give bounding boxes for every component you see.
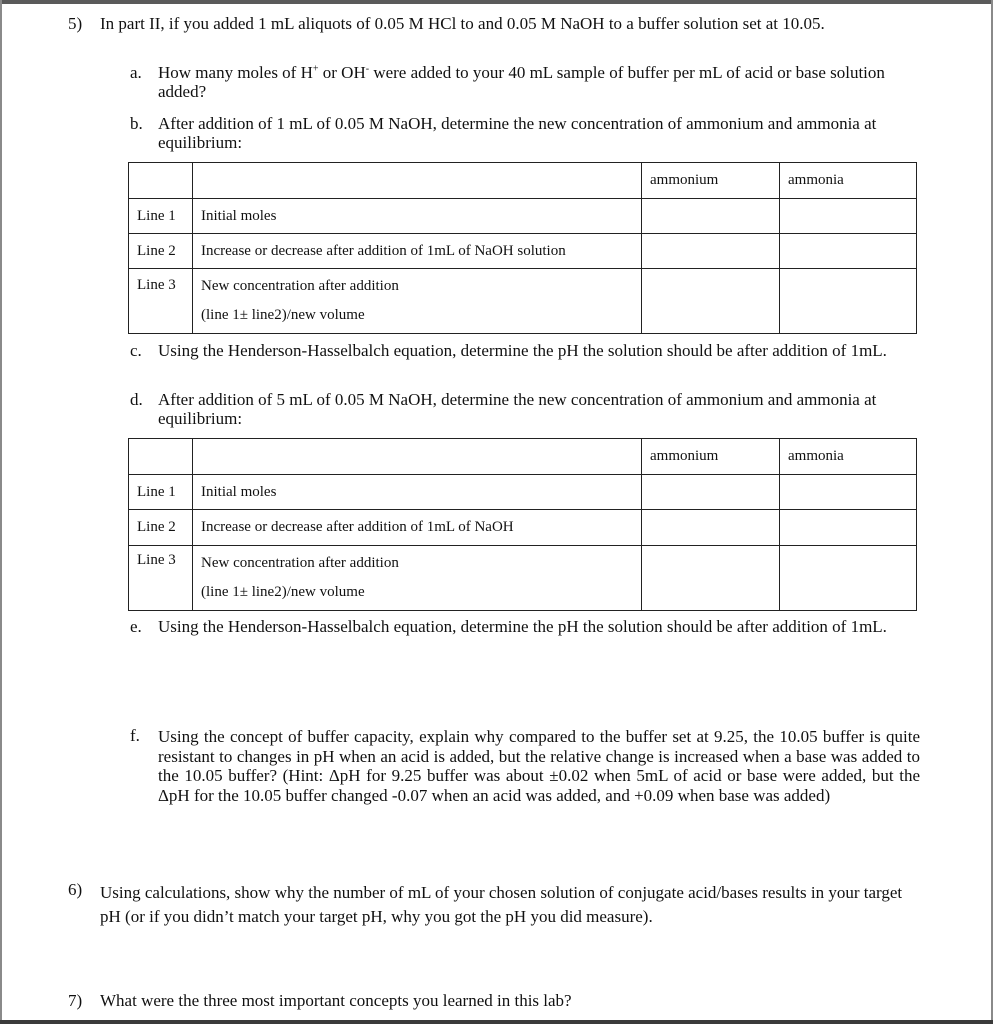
ammonia-input-cell[interactable] <box>780 199 917 234</box>
question-7-number: 7) <box>68 991 83 1010</box>
ammonium-input-cell[interactable] <box>642 234 780 269</box>
question-7-text: What were the three most important concepts you learned in this lab? <box>100 991 572 1010</box>
line-label: Line 3 <box>129 269 193 334</box>
line-description-formula: (line 1± line2)/new volume <box>201 584 365 600</box>
part-e-text: Using the Henderson-Hasselbalch equation, determine the pH the solution should be after addition of 1mL. <box>158 617 887 636</box>
superscript-minus: - <box>365 63 370 75</box>
part-d-text: After addition of 5 mL of 0.05 M NaOH, determine the new concentration of ammonium and ammonia at equilibrium: <box>158 390 877 428</box>
line-label: Line 2 <box>129 234 193 269</box>
ammonium-input-cell[interactable] <box>642 510 780 546</box>
part-b-text: After addition of 1 mL of 0.05 M NaOH, determine the new concentration of ammonium and ammonia at equilibrium: <box>158 114 877 152</box>
question-5-text: In part II, if you added 1 mL aliquots of 0.05 M HCl to and 0.05 M NaOH to a buffer solution set at 10.05. <box>100 14 825 33</box>
line-description: Increase or decrease after addition of 1mL of NaOH solution <box>193 234 642 269</box>
part-f-label: f. <box>130 726 140 745</box>
ammonia-input-cell[interactable] <box>780 475 917 510</box>
ammonium-input-cell[interactable] <box>642 475 780 510</box>
question-5-number: 5) <box>68 14 83 33</box>
table-row <box>129 475 917 510</box>
line-description <box>193 269 642 334</box>
superscript-plus: + <box>312 63 319 75</box>
table-2 <box>128 438 917 611</box>
table-row <box>129 546 917 611</box>
table-row <box>129 199 917 234</box>
table-row <box>129 510 917 546</box>
part-f-text: Using the concept of buffer capacity, explain why compared to the buffer set at 9.25, the 10.05 buffer is quite resistant to changes in pH when an acid is added, but the relative change is increased when a base was added to the 10.05 buffer? (Hint: ΔpH for 9.25 buffer was about ±0.02 when 5mL of acid or base were added, but the ΔpH for the 10.05 buffer changed -0.07 when an acid was added, and +0.09 when base was added) <box>158 727 920 805</box>
part-e-label: e. <box>130 617 142 636</box>
ammonia-input-cell[interactable] <box>780 510 917 546</box>
line-label: Line 2 <box>129 510 193 546</box>
header-ammonia: ammonia <box>780 163 917 199</box>
part-b-label: b. <box>130 114 143 133</box>
header-ammonia: ammonia <box>780 439 917 475</box>
line-description-formula: (line 1± line2)/new volume <box>201 307 365 323</box>
ammonia-input-cell[interactable] <box>780 546 917 611</box>
header-ammonium: ammonium <box>642 439 780 475</box>
header-cell-empty <box>129 163 193 199</box>
line-label: Line 1 <box>129 475 193 510</box>
part-a-text <box>158 64 898 101</box>
ammonia-input-cell[interactable] <box>780 234 917 269</box>
table-header-row <box>129 163 917 199</box>
part-c-text: Using the Henderson-Hasselbalch equation, determine the pH the solution should be after addition of 1mL. <box>158 341 887 360</box>
header-ammonium: ammonium <box>642 163 780 199</box>
part-a-text-1: How many moles of H <box>158 63 313 82</box>
window-bottom-border <box>0 1020 993 1024</box>
header-cell-empty <box>193 439 642 475</box>
question-6-number: 6) <box>68 880 83 899</box>
table-row <box>129 269 917 334</box>
part-d-label: d. <box>130 390 143 409</box>
line-label: Line 1 <box>129 199 193 234</box>
line-description-main: New concentration after addition <box>201 278 399 294</box>
line-description <box>193 546 642 611</box>
part-a-text-2: or OH <box>318 63 366 82</box>
table-row <box>129 234 917 269</box>
part-a-text-3: were added to your 40 mL sample of buffer per mL of acid or base solution added? <box>158 63 885 101</box>
line-description-main: New concentration after addition <box>201 555 399 571</box>
window-left-border <box>0 0 2 1024</box>
table-1 <box>128 162 917 334</box>
line-label: Line 3 <box>129 546 193 611</box>
header-cell-empty <box>129 439 193 475</box>
ammonium-input-cell[interactable] <box>642 269 780 334</box>
line-description: Initial moles <box>193 475 642 510</box>
part-a-label: a. <box>130 63 142 82</box>
question-6-text: Using calculations, show why the number of mL of your chosen solution of conjugate acid/bases results in your target pH (or if you didn’t match your target pH, why you got the pH you did measure). <box>100 883 903 926</box>
part-c-label: c. <box>130 341 142 360</box>
line-description: Initial moles <box>193 199 642 234</box>
table-header-row <box>129 439 917 475</box>
ammonia-input-cell[interactable] <box>780 269 917 334</box>
line-description: Increase or decrease after addition of 1mL of NaOH <box>193 510 642 546</box>
header-cell-empty <box>193 163 642 199</box>
ammonium-input-cell[interactable] <box>642 199 780 234</box>
ammonium-input-cell[interactable] <box>642 546 780 611</box>
window-top-border <box>0 0 993 4</box>
